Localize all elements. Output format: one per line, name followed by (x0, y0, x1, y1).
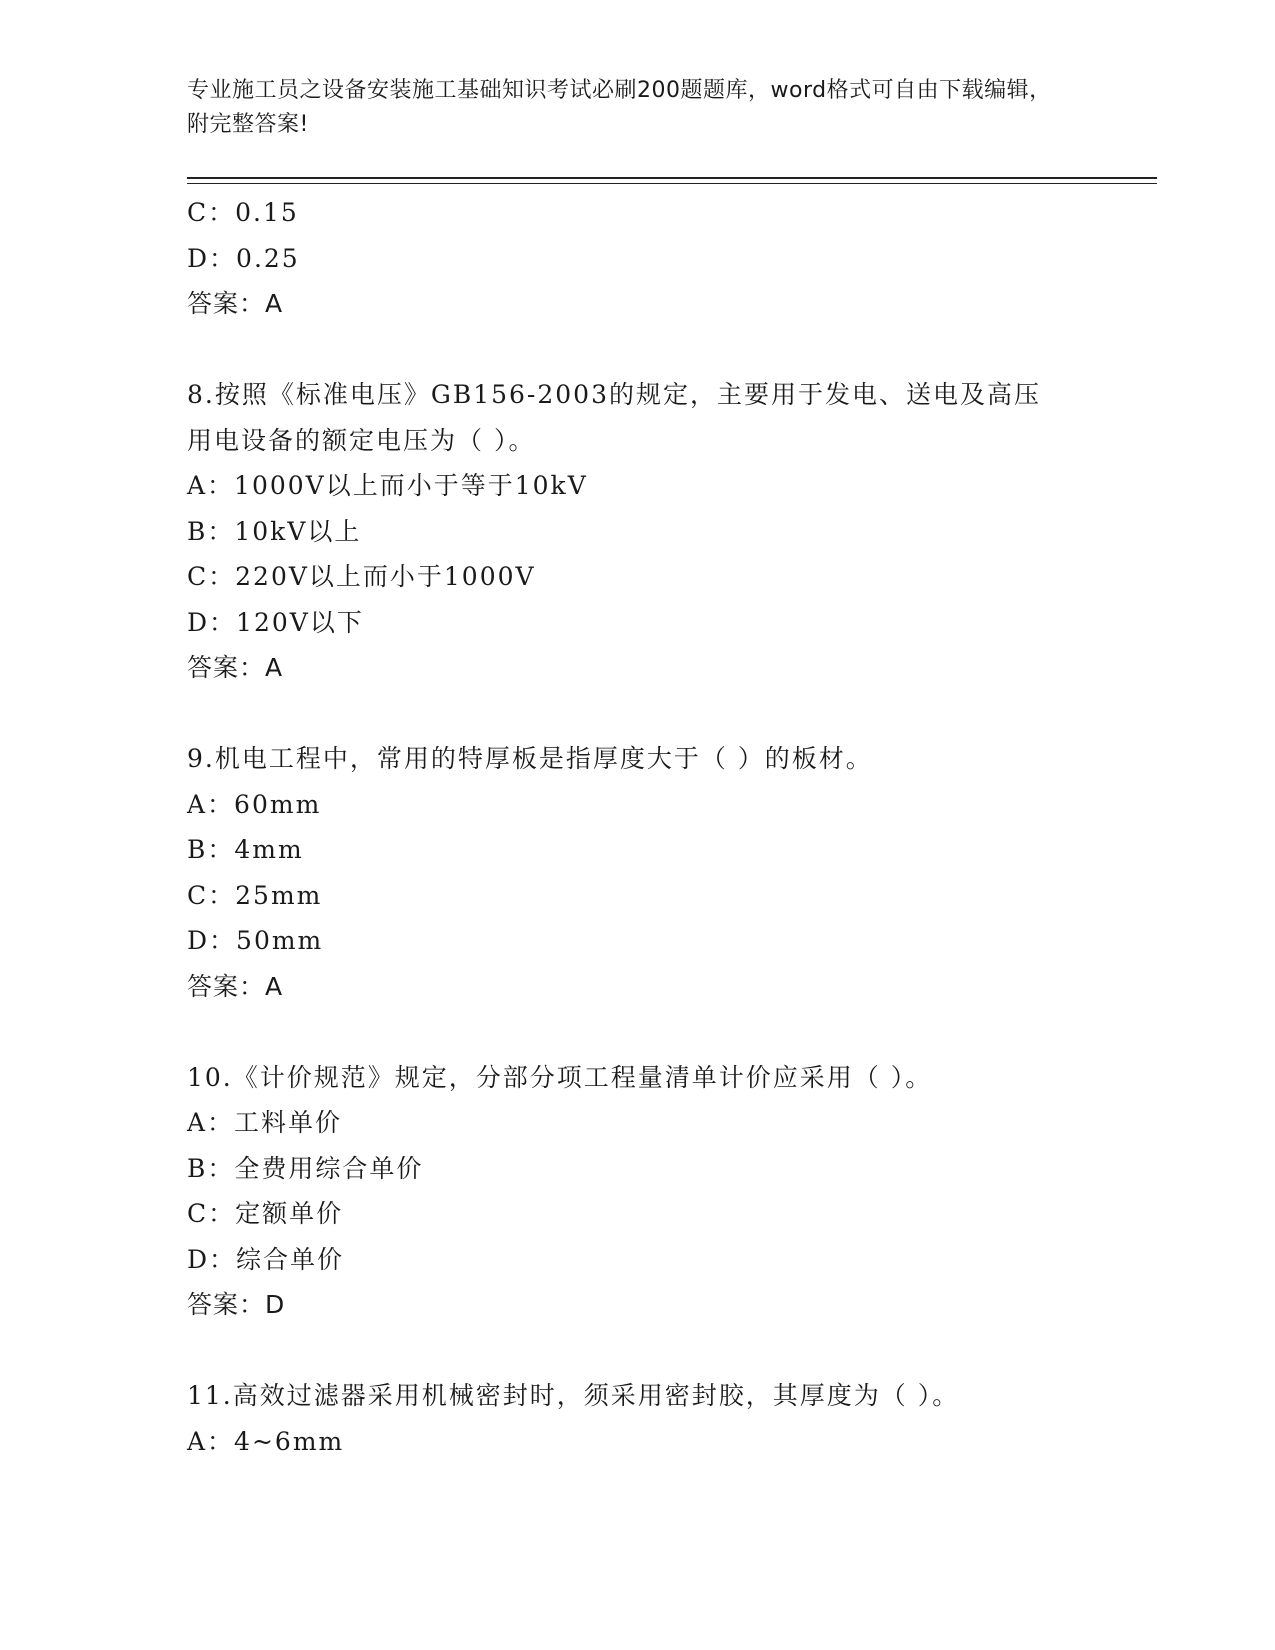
q7-answer: 答案：A (187, 289, 284, 318)
spacer (187, 1328, 1067, 1374)
q10-stem: 10.《计价规范》规定，分部分项工程量清单计价应采用（ ）。 (187, 1062, 933, 1092)
q9-option-c: C：25mm (187, 880, 323, 910)
q11-option-a: A：4~6mm (187, 1426, 345, 1456)
q10-answer: 答案：D (187, 1290, 286, 1319)
q9-stem: 9.机电工程中，常用的特厚板是指厚度大于（ ）的板材。 (187, 744, 873, 773)
q9-option-b: B：4mm (187, 835, 304, 864)
q8-answer: 答案：A (187, 653, 284, 682)
q11-stem: 11.高效过滤器采用机械密封时，须采用密封胶，其厚度为（ ）。 (187, 1381, 960, 1410)
q10-option-d: D：综合单价 (187, 1244, 345, 1274)
question-list (187, 190, 1067, 1464)
spacer (187, 327, 1067, 373)
q8-option-a: A：1000V以上而小于等于10kV (187, 471, 588, 500)
q9-option-a: A：60mm (187, 789, 322, 819)
q8-option-d: D：120V以下 (187, 607, 364, 637)
header-rule-thick (187, 177, 1157, 179)
q8-stem: 8.按照《标准电压》GB156-2003的规定，主要用于发电、送电及高压用电设备的额定电压为（ ）。 (187, 380, 1041, 455)
q7-option-c: C：0.15 (187, 198, 299, 227)
header-rule-thin (187, 183, 1157, 184)
q10-option-b: B：全费用综合单价 (187, 1153, 424, 1183)
document-header: 专业施工员之设备安装施工基础知识考试必刷200题题库，word格式可自由下载编辑，附完整答案! (187, 78, 1052, 137)
q10-option-a: A：工料单价 (187, 1108, 343, 1137)
q8-option-b: B：10kV以上 (187, 516, 362, 546)
q7-option-d: D：0.25 (187, 243, 300, 273)
q9-option-d: D：50mm (187, 926, 324, 955)
spacer (187, 1009, 1067, 1055)
q8-option-c: C：220V以上而小于1000V (187, 562, 536, 591)
q9-answer: 答案：A (187, 971, 284, 1001)
q10-option-c: C：定额单价 (187, 1199, 344, 1228)
spacer (187, 691, 1067, 737)
